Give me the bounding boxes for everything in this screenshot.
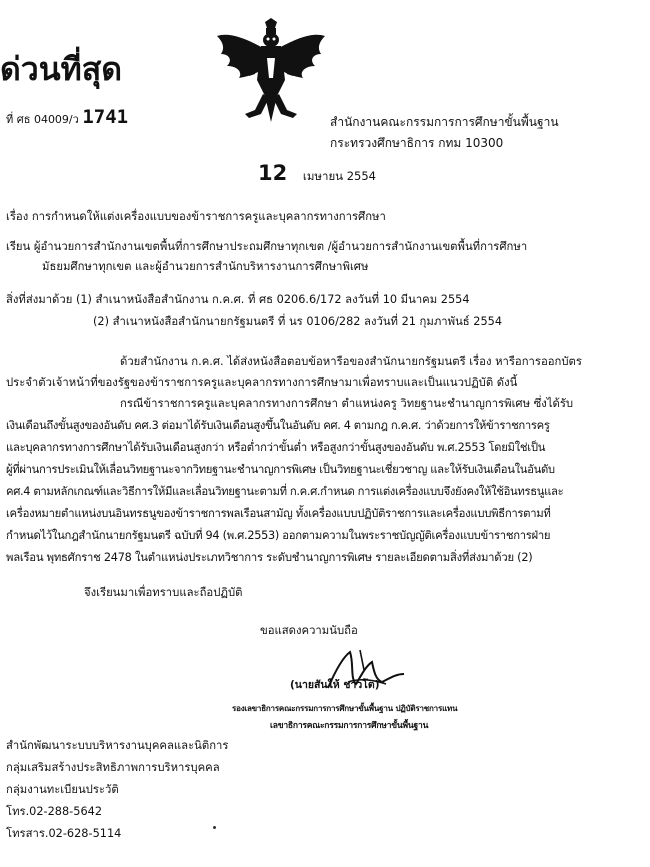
date-month-year: เมษายน 2554: [302, 169, 376, 183]
recipient-line-2: มัธยมศึกษาทุกเขต และผู้อำนวยการสำนักบริหารงานการศึกษาพิเศษ: [42, 260, 369, 273]
body-paragraph-1-line-2: ประจำตัวเจ้าหน้าที่ของรัฐของข้าราชการครูและบุคลากรทางการศึกษามาเพื่อทราบและเป็นแนวปฏิบัติ ดังนี้: [6, 376, 518, 389]
document-serial: 1741: [82, 106, 129, 128]
body-paragraph-2-line-8: พลเรือน พุทธศักราช 2478 ในตำแหน่งประเภทวิชาการ ระดับชำนาญการพิเศษ รายละเอียดตามสิ่งที่ส่งมาด้วย (2): [6, 551, 533, 564]
enclosure-line-2: (2) สำเนาหนังสือสำนักนายกรัฐมนตรี ที่ นร 0106/282 ลงวันที่ 21 กุมภาพันธ์ 2554: [93, 315, 503, 328]
scan-speck: [213, 826, 216, 829]
footer-group: กลุ่มเสริมสร้างประสิทธิภาพการบริหารบุคคล: [6, 761, 220, 774]
signer-title-2: เลขาธิการคณะกรรมการการศึกษาขั้นพื้นฐาน: [270, 721, 429, 731]
footer-department: สำนักพัฒนาระบบบริหารงานบุคคลและนิติการ: [6, 739, 229, 752]
garuda-emblem-icon: [215, 18, 327, 123]
body-paragraph-2-line-5: คศ.4 ตามหลักเกณฑ์และวิธีการให้มีและเลื่อนวิทยฐานะตามที่ ก.ค.ศ.กำหนด การแต่งเครื่องแบบจึงยังคงให้ใช้อินทรธนูและ: [6, 485, 564, 498]
office-address: กระทรวงศึกษาธิการ กทม 10300: [330, 136, 504, 150]
body-paragraph-2-line-7: กำหนดไว้ในกฎสำนักนายกรัฐมนตรี ฉบับที่ 94 (พ.ศ.2553) ออกตามความในพระราชบัญญัติเครื่องแบบข้าราชการฝ่าย: [6, 529, 551, 542]
footer-phone: โทร.02-288-5642: [6, 805, 103, 818]
document-number: [6, 106, 128, 128]
footer-unit: กลุ่มงานทะเบียนประวัติ: [6, 783, 119, 796]
footer-fax: โทรสาร.02-628-5114: [6, 827, 122, 840]
date-day: 12: [258, 161, 288, 185]
subject-line: เรื่อง การกำหนดให้แต่งเครื่องแบบของข้าราชการครูและบุคลากรทางการศึกษา: [6, 210, 386, 223]
issuing-office: [330, 112, 559, 154]
handwritten-signature-icon: [320, 644, 430, 704]
body-paragraph-2-line-2: เงินเดือนถึงขั้นสูงของอันดับ คศ.3 ต่อมาได้รับเงินเดือนสูงขึ้นในอันดับ คศ. 4 ตามกฎ ก.ค.ศ. ว่าด้วยการให้ข้าราชการครู: [6, 419, 550, 432]
signer-title-1: รองเลขาธิการคณะกรรมการการศึกษาขั้นพื้นฐาน ปฏิบัติราชการแทน: [232, 704, 458, 713]
recipient-line-1: เรียน ผู้อำนวยการสำนักงานเขตพื้นที่การศึกษาประถมศึกษาทุกเขต /ผู้อำนวยการสำนักงานเขตพื้นที่การศึกษา: [6, 240, 528, 253]
document-prefix: ที่ ศธ 04009/ว: [6, 113, 79, 126]
closing-respect: ขอแสดงความนับถือ: [260, 624, 358, 637]
body-paragraph-2-line-3: และบุคลากรทางการศึกษาได้รับเงินเดือนสูงกว่า หรือต่ำกว่าขั้นต่ำ หรือสูงกว่าขั้นสูงของอันดับ พ.ศ.2553 โดยมิใช่เป็น: [6, 441, 546, 454]
enclosure-line-1: สิ่งที่ส่งมาด้วย (1) สำเนาหนังสือสำนักงาน ก.ค.ศ. ที่ ศธ 0206.6/172 ลงวันที่ 10 มีนาคม 2554: [6, 293, 470, 306]
body-paragraph-2-line-4: ผู้ที่ผ่านการประเมินให้เลื่อนวิทยฐานะจากวิทยฐานะชำนาญการพิเศษ เป็นวิทยฐานะเชี่ยวชาญ และให้รับเงินเดือนในอันดับ: [6, 463, 555, 476]
body-paragraph-2-line-1: กรณีข้าราชการครูและบุคลากรทางการศึกษา ตำแหน่งครู วิทยฐานะชำนาญการพิเศษ ซึ่งได้รับ: [120, 397, 574, 410]
office-name: สำนักงานคณะกรรมการการศึกษาขั้นพื้นฐาน: [330, 115, 559, 129]
urgency-heading: ด่วนที่สุด: [0, 50, 123, 88]
document-date: [258, 161, 376, 186]
body-paragraph-3: จึงเรียนมาเพื่อทราบและถือปฏิบัติ: [84, 586, 243, 599]
body-paragraph-2-line-6: เครื่องหมายตำแหน่งบนอินทรธนูของข้าราชการพลเรือนสามัญ ทั้งเครื่องแบบปฏิบัติราชการและเครื่องแบบพิธีการตามที่: [6, 507, 551, 520]
signer-name: (นายสันให้ ชาวโต): [290, 679, 380, 691]
body-paragraph-1-line-1: ด้วยสำนักงาน ก.ค.ศ. ได้ส่งหนังสือตอบข้อหารือของสำนักนายกรัฐมนตรี เรื่อง หารือการออกบัตร: [120, 355, 582, 368]
